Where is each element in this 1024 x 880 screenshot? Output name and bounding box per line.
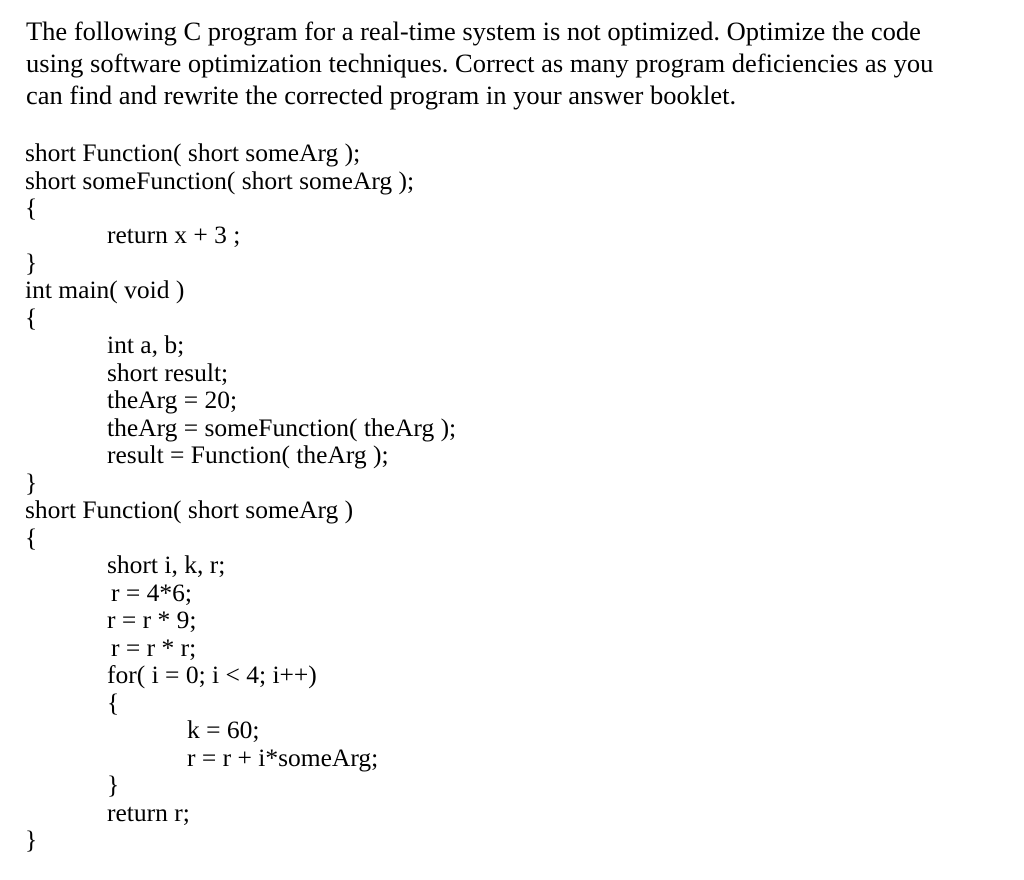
code-line-close-brace: } — [107, 770, 120, 799]
code-line-r-assign: r = 4*6; — [111, 578, 192, 607]
code-line-close-brace: } — [25, 248, 38, 277]
code-line-k-assign: k = 60; — [187, 715, 260, 744]
code-line-open-brace: { — [25, 193, 38, 222]
code-line-return-x: return x + 3 ; — [107, 220, 241, 249]
code-line-thearg-call: theArg = someFunction( theArg ); — [107, 413, 457, 442]
code-line-somefunction-header: short someFunction( short someArg ); — [25, 166, 415, 195]
code-line-short-result: short result; — [107, 358, 229, 387]
code-line-for-loop: for( i = 0; i < 4; i++) — [107, 660, 317, 689]
code-line-int-decl: int a, b; — [107, 330, 185, 359]
code-line-function-header: short Function( short someArg ) — [25, 495, 354, 524]
code-line-r-squared: r = r * r; — [111, 633, 197, 662]
question-line: using software optimization techniques. Correct as many program deficiencies as you — [26, 48, 934, 78]
code-line-short-vars: short i, k, r; — [107, 550, 226, 579]
question-line: The following C program for a real-time system is not optimized. Optimize the code — [26, 16, 921, 46]
code-line-prototype-function: short Function( short someArg ); — [25, 138, 361, 167]
code-line-result-call: result = Function( theArg ); — [107, 440, 389, 469]
code-line-main-header: int main( void ) — [25, 275, 185, 304]
code-line-return-r: return r; — [107, 798, 190, 827]
code-line-thearg-assign: theArg = 20; — [107, 385, 238, 414]
question-line: can find and rewrite the corrected program in your answer booklet. — [26, 80, 737, 110]
code-line-close-brace: } — [25, 825, 38, 854]
code-line-open-brace: { — [107, 688, 120, 717]
code-line-r-times-nine: r = r * 9; — [107, 605, 197, 634]
code-line-close-brace: } — [25, 468, 38, 497]
code-line-r-accumulate: r = r + i*someArg; — [187, 743, 379, 772]
code-line-open-brace: { — [25, 303, 38, 332]
code-line-open-brace: { — [25, 523, 38, 552]
